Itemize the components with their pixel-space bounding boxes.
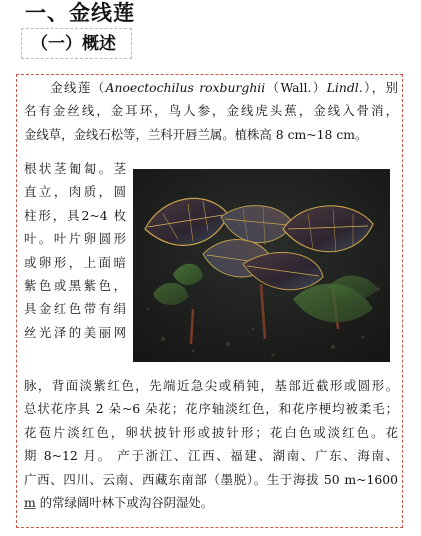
side-line: 柱形，具2~4 枚 bbox=[24, 207, 126, 223]
body-line: 总状花序具 2 朵~6 朵花；花序轴淡红色，和花序梗均被柔毛； bbox=[24, 401, 398, 417]
side-line: 具金红色带有绢 bbox=[24, 301, 126, 317]
body-last-line: m 的常绿阔叶林下或沟谷阴湿处。 bbox=[24, 494, 214, 510]
section-heading: 一、金线莲 bbox=[25, 1, 135, 25]
body-paragraph-continued bbox=[24, 374, 398, 514]
body-line: 期 8~12 月。 产于浙江、江西、福建、湖南、广东、海南、 bbox=[24, 448, 398, 464]
intro-paragraph bbox=[24, 76, 398, 146]
side-line: 丝光泽的美丽网 bbox=[24, 324, 126, 340]
intro-line-1: 金线莲（Anoectochilus roxburghii（Wall.）Lindl.），别 bbox=[48, 80, 398, 95]
body-line: 广西、四川、云南、西藏东南部（墨脱）。生于海拔 50 m~1600 bbox=[24, 471, 398, 487]
latin-name: Anoectochilus roxburghii bbox=[105, 80, 266, 95]
body-line: 脉，背面淡紫红色，先端近急尖或稍钝，基部近截形或圆形。 bbox=[24, 378, 398, 393]
subheading-frame bbox=[21, 28, 132, 59]
intro-line-2: 名有金丝线，金耳环，鸟人参，金线虎头蕉，金线入骨消， bbox=[24, 103, 398, 119]
intro-line-3: 金线草，金线石松等，兰科开唇兰属。植株高 8 cm~18 cm。 bbox=[24, 126, 368, 142]
subsection-heading: （一）概述 bbox=[31, 34, 116, 54]
side-line: 叶。叶片卵圆形 bbox=[24, 231, 126, 247]
side-line: 或卵形，上面暗 bbox=[24, 254, 126, 270]
body-line: 花苞片淡红色，卵状披针形或披针形；花白色或淡红色。花 bbox=[24, 424, 398, 440]
side-line: 直立，肉质，圆 bbox=[24, 184, 126, 200]
side-line: 紫色或黑紫色， bbox=[24, 277, 126, 293]
side-line: 根状茎匍匐。茎 bbox=[24, 161, 126, 176]
side-text bbox=[24, 157, 126, 344]
orchid-photo bbox=[133, 169, 390, 362]
